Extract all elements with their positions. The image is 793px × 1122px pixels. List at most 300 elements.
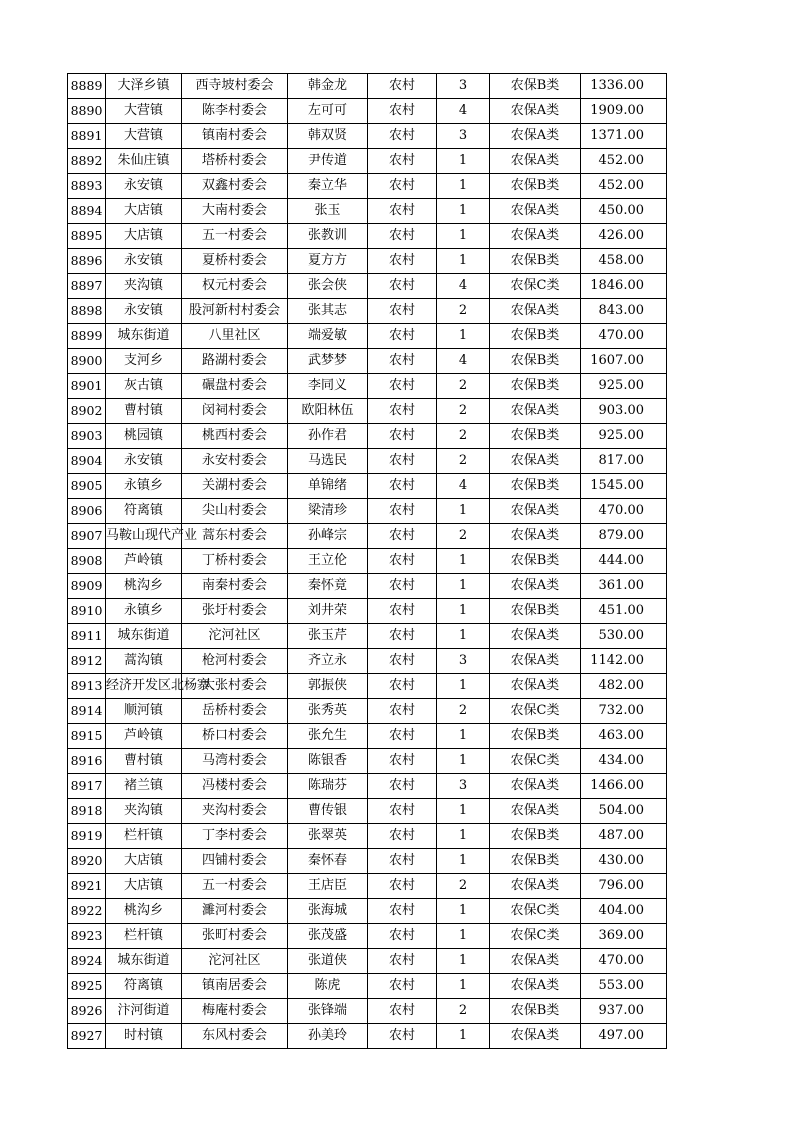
person-name: 韩金龙 bbox=[288, 74, 368, 99]
insurance-category: 农保B类 bbox=[490, 824, 581, 849]
table-row bbox=[68, 374, 667, 399]
amount-value: 452.00 bbox=[581, 149, 667, 174]
record-number: 8901 bbox=[68, 374, 106, 399]
insurance-category: 农保B类 bbox=[490, 324, 581, 349]
insurance-category: 农保B类 bbox=[490, 724, 581, 749]
table-row bbox=[68, 574, 667, 599]
table-row bbox=[68, 424, 667, 449]
town-name: 大营镇 bbox=[106, 99, 182, 124]
village-committee: 夹沟村委会 bbox=[182, 799, 288, 824]
record-number: 8919 bbox=[68, 824, 106, 849]
amount-value: 1909.00 bbox=[581, 99, 667, 124]
town-name: 桃园镇 bbox=[106, 424, 182, 449]
household-count: 2 bbox=[437, 874, 490, 899]
insurance-category: 农保B类 bbox=[490, 174, 581, 199]
person-name: 韩双贤 bbox=[288, 124, 368, 149]
household-count: 1 bbox=[437, 324, 490, 349]
record-number: 8918 bbox=[68, 799, 106, 824]
area-type: 农村 bbox=[368, 99, 437, 124]
table-row bbox=[68, 124, 667, 149]
village-committee: 张町村委会 bbox=[182, 924, 288, 949]
area-type: 农村 bbox=[368, 124, 437, 149]
insurance-category: 农保A类 bbox=[490, 199, 581, 224]
amount-value: 361.00 bbox=[581, 574, 667, 599]
household-count: 2 bbox=[437, 399, 490, 424]
table-row bbox=[68, 974, 667, 999]
person-name: 张玉 bbox=[288, 199, 368, 224]
insurance-category: 农保A类 bbox=[490, 649, 581, 674]
insurance-category: 农保A类 bbox=[490, 299, 581, 324]
insurance-category: 农保B类 bbox=[490, 599, 581, 624]
table-row bbox=[68, 749, 667, 774]
table-row bbox=[68, 624, 667, 649]
table-row bbox=[68, 899, 667, 924]
town-name: 马鞍山现代产业 bbox=[106, 524, 182, 549]
area-type: 农村 bbox=[368, 449, 437, 474]
table-row bbox=[68, 199, 667, 224]
village-committee: 权元村委会 bbox=[182, 274, 288, 299]
amount-value: 452.00 bbox=[581, 174, 667, 199]
amount-value: 487.00 bbox=[581, 824, 667, 849]
table-row bbox=[68, 999, 667, 1024]
household-count: 2 bbox=[437, 424, 490, 449]
insurance-category: 农保B类 bbox=[490, 249, 581, 274]
table-row bbox=[68, 874, 667, 899]
village-committee: 镇南居委会 bbox=[182, 974, 288, 999]
village-committee: 沱河社区 bbox=[182, 624, 288, 649]
table-row bbox=[68, 849, 667, 874]
table-row bbox=[68, 349, 667, 374]
area-type: 农村 bbox=[368, 699, 437, 724]
town-name: 芦岭镇 bbox=[106, 549, 182, 574]
amount-value: 1371.00 bbox=[581, 124, 667, 149]
record-number: 8898 bbox=[68, 299, 106, 324]
amount-value: 458.00 bbox=[581, 249, 667, 274]
table-row bbox=[68, 324, 667, 349]
table-row bbox=[68, 924, 667, 949]
town-name: 桃沟乡 bbox=[106, 574, 182, 599]
town-name: 永镇乡 bbox=[106, 474, 182, 499]
amount-value: 937.00 bbox=[581, 999, 667, 1024]
table-row bbox=[68, 549, 667, 574]
village-committee: 五一村委会 bbox=[182, 224, 288, 249]
village-committee: 大南村委会 bbox=[182, 199, 288, 224]
record-number: 8890 bbox=[68, 99, 106, 124]
town-name: 栏杆镇 bbox=[106, 824, 182, 849]
household-count: 1 bbox=[437, 899, 490, 924]
amount-value: 434.00 bbox=[581, 749, 667, 774]
amount-value: 1466.00 bbox=[581, 774, 667, 799]
area-type: 农村 bbox=[368, 674, 437, 699]
amount-value: 426.00 bbox=[581, 224, 667, 249]
insurance-category: 农保A类 bbox=[490, 399, 581, 424]
person-name: 李同义 bbox=[288, 374, 368, 399]
insurance-category: 农保A类 bbox=[490, 774, 581, 799]
household-count: 2 bbox=[437, 449, 490, 474]
table-row bbox=[68, 524, 667, 549]
household-count: 4 bbox=[437, 349, 490, 374]
insurance-category: 农保B类 bbox=[490, 549, 581, 574]
household-count: 2 bbox=[437, 999, 490, 1024]
town-name: 蒿沟镇 bbox=[106, 649, 182, 674]
person-name: 张锋端 bbox=[288, 999, 368, 1024]
amount-value: 369.00 bbox=[581, 924, 667, 949]
village-committee: 桃西村委会 bbox=[182, 424, 288, 449]
town-name: 曹村镇 bbox=[106, 399, 182, 424]
insurance-category: 农保C类 bbox=[490, 274, 581, 299]
insurance-category: 农保C类 bbox=[490, 924, 581, 949]
town-name: 城东街道 bbox=[106, 949, 182, 974]
village-committee: 南秦村委会 bbox=[182, 574, 288, 599]
village-committee: 马湾村委会 bbox=[182, 749, 288, 774]
record-number: 8894 bbox=[68, 199, 106, 224]
person-name: 张允生 bbox=[288, 724, 368, 749]
village-committee: 关湖村委会 bbox=[182, 474, 288, 499]
person-name: 王店臣 bbox=[288, 874, 368, 899]
person-name: 孙作君 bbox=[288, 424, 368, 449]
amount-value: 470.00 bbox=[581, 499, 667, 524]
area-type: 农村 bbox=[368, 499, 437, 524]
town-name: 时村镇 bbox=[106, 1024, 182, 1049]
town-name: 永安镇 bbox=[106, 249, 182, 274]
table-row bbox=[68, 299, 667, 324]
table-row bbox=[68, 799, 667, 824]
area-type: 农村 bbox=[368, 149, 437, 174]
person-name: 秦怀春 bbox=[288, 849, 368, 874]
household-count: 1 bbox=[437, 949, 490, 974]
town-name: 城东街道 bbox=[106, 624, 182, 649]
town-name: 灰古镇 bbox=[106, 374, 182, 399]
record-number: 8907 bbox=[68, 524, 106, 549]
table-row bbox=[68, 224, 667, 249]
area-type: 农村 bbox=[368, 624, 437, 649]
village-committee: 枪河村委会 bbox=[182, 649, 288, 674]
household-count: 1 bbox=[437, 849, 490, 874]
person-name: 张海城 bbox=[288, 899, 368, 924]
town-name: 栏杆镇 bbox=[106, 924, 182, 949]
person-name: 马选民 bbox=[288, 449, 368, 474]
amount-value: 504.00 bbox=[581, 799, 667, 824]
village-committee: 闵祠村委会 bbox=[182, 399, 288, 424]
village-committee: 夏桥村委会 bbox=[182, 249, 288, 274]
table-row bbox=[68, 824, 667, 849]
record-number: 8889 bbox=[68, 74, 106, 99]
table-row bbox=[68, 1024, 667, 1049]
person-name: 夏方方 bbox=[288, 249, 368, 274]
insurance-category: 农保B类 bbox=[490, 374, 581, 399]
town-name: 永安镇 bbox=[106, 449, 182, 474]
town-name: 经济开发区北杨寨 bbox=[106, 674, 182, 699]
person-name: 张会侠 bbox=[288, 274, 368, 299]
area-type: 农村 bbox=[368, 274, 437, 299]
village-committee: 桥口村委会 bbox=[182, 724, 288, 749]
amount-value: 843.00 bbox=[581, 299, 667, 324]
town-name: 桃沟乡 bbox=[106, 899, 182, 924]
record-number: 8902 bbox=[68, 399, 106, 424]
town-name: 曹村镇 bbox=[106, 749, 182, 774]
amount-value: 444.00 bbox=[581, 549, 667, 574]
insurance-category: 农保C类 bbox=[490, 699, 581, 724]
insurance-category: 农保C类 bbox=[490, 749, 581, 774]
record-number: 8925 bbox=[68, 974, 106, 999]
area-type: 农村 bbox=[368, 424, 437, 449]
record-number: 8920 bbox=[68, 849, 106, 874]
person-name: 欧阳林伍 bbox=[288, 399, 368, 424]
table-row bbox=[68, 399, 667, 424]
record-number: 8927 bbox=[68, 1024, 106, 1049]
table-row bbox=[68, 774, 667, 799]
amount-value: 497.00 bbox=[581, 1024, 667, 1049]
town-name: 大店镇 bbox=[106, 199, 182, 224]
area-type: 农村 bbox=[368, 549, 437, 574]
household-count: 1 bbox=[437, 549, 490, 574]
insurance-category: 农保A类 bbox=[490, 624, 581, 649]
household-count: 4 bbox=[437, 99, 490, 124]
area-type: 农村 bbox=[368, 974, 437, 999]
insurance-category: 农保A类 bbox=[490, 574, 581, 599]
insurance-category: 农保A类 bbox=[490, 99, 581, 124]
table-row bbox=[68, 499, 667, 524]
person-name: 张其志 bbox=[288, 299, 368, 324]
insurance-category: 农保A类 bbox=[490, 874, 581, 899]
household-count: 4 bbox=[437, 274, 490, 299]
amount-value: 430.00 bbox=[581, 849, 667, 874]
record-number: 8895 bbox=[68, 224, 106, 249]
record-number: 8923 bbox=[68, 924, 106, 949]
table-row bbox=[68, 674, 667, 699]
insurance-category: 农保B类 bbox=[490, 74, 581, 99]
area-type: 农村 bbox=[368, 649, 437, 674]
amount-value: 1545.00 bbox=[581, 474, 667, 499]
record-number: 8914 bbox=[68, 699, 106, 724]
household-count: 1 bbox=[437, 149, 490, 174]
amount-value: 450.00 bbox=[581, 199, 667, 224]
person-name: 单锦绪 bbox=[288, 474, 368, 499]
person-name: 陈瑞芬 bbox=[288, 774, 368, 799]
record-number: 8891 bbox=[68, 124, 106, 149]
area-type: 农村 bbox=[368, 949, 437, 974]
area-type: 农村 bbox=[368, 174, 437, 199]
amount-value: 879.00 bbox=[581, 524, 667, 549]
person-name: 张道侠 bbox=[288, 949, 368, 974]
table-row bbox=[68, 474, 667, 499]
person-name: 张秀英 bbox=[288, 699, 368, 724]
town-name: 大营镇 bbox=[106, 124, 182, 149]
amount-value: 1336.00 bbox=[581, 74, 667, 99]
area-type: 农村 bbox=[368, 874, 437, 899]
amount-value: 463.00 bbox=[581, 724, 667, 749]
insurance-category: 农保A类 bbox=[490, 799, 581, 824]
town-name: 永镇乡 bbox=[106, 599, 182, 624]
insurance-category: 农保A类 bbox=[490, 449, 581, 474]
record-number: 8905 bbox=[68, 474, 106, 499]
area-type: 农村 bbox=[368, 524, 437, 549]
record-number: 8900 bbox=[68, 349, 106, 374]
household-count: 1 bbox=[437, 624, 490, 649]
insurance-category: 农保B类 bbox=[490, 349, 581, 374]
household-count: 2 bbox=[437, 524, 490, 549]
table-row bbox=[68, 649, 667, 674]
town-name: 朱仙庄镇 bbox=[106, 149, 182, 174]
person-name: 武梦梦 bbox=[288, 349, 368, 374]
table-row bbox=[68, 699, 667, 724]
record-number: 8917 bbox=[68, 774, 106, 799]
roster-body bbox=[68, 74, 667, 1049]
area-type: 农村 bbox=[368, 849, 437, 874]
amount-value: 530.00 bbox=[581, 624, 667, 649]
village-committee: 永安村委会 bbox=[182, 449, 288, 474]
insurance-category: 农保A类 bbox=[490, 499, 581, 524]
amount-value: 1607.00 bbox=[581, 349, 667, 374]
person-name: 张玉芹 bbox=[288, 624, 368, 649]
amount-value: 404.00 bbox=[581, 899, 667, 924]
household-count: 2 bbox=[437, 374, 490, 399]
town-name: 汴河街道 bbox=[106, 999, 182, 1024]
village-committee: 丁李村委会 bbox=[182, 824, 288, 849]
village-committee: 路湖村委会 bbox=[182, 349, 288, 374]
insurance-category: 农保C类 bbox=[490, 899, 581, 924]
area-type: 农村 bbox=[368, 249, 437, 274]
table-row bbox=[68, 599, 667, 624]
area-type: 农村 bbox=[368, 399, 437, 424]
person-name: 曹传银 bbox=[288, 799, 368, 824]
town-name: 大店镇 bbox=[106, 849, 182, 874]
amount-value: 1846.00 bbox=[581, 274, 667, 299]
town-name: 芦岭镇 bbox=[106, 724, 182, 749]
amount-value: 470.00 bbox=[581, 949, 667, 974]
area-type: 农村 bbox=[368, 824, 437, 849]
person-name: 王立伦 bbox=[288, 549, 368, 574]
record-number: 8911 bbox=[68, 624, 106, 649]
person-name: 左可可 bbox=[288, 99, 368, 124]
record-number: 8903 bbox=[68, 424, 106, 449]
amount-value: 925.00 bbox=[581, 374, 667, 399]
village-committee: 岳桥村委会 bbox=[182, 699, 288, 724]
person-name: 尹传道 bbox=[288, 149, 368, 174]
insurance-category: 农保A类 bbox=[490, 524, 581, 549]
village-committee: 股河新村村委会 bbox=[182, 299, 288, 324]
area-type: 农村 bbox=[368, 924, 437, 949]
area-type: 农村 bbox=[368, 199, 437, 224]
table-row bbox=[68, 99, 667, 124]
insurance-category: 农保A类 bbox=[490, 949, 581, 974]
insurance-category: 农保A类 bbox=[490, 1024, 581, 1049]
record-number: 8892 bbox=[68, 149, 106, 174]
village-committee: 五一村委会 bbox=[182, 874, 288, 899]
amount-value: 482.00 bbox=[581, 674, 667, 699]
record-number: 8899 bbox=[68, 324, 106, 349]
person-name: 刘井荣 bbox=[288, 599, 368, 624]
person-name: 孙美玲 bbox=[288, 1024, 368, 1049]
household-count: 1 bbox=[437, 599, 490, 624]
person-name: 孙峰宗 bbox=[288, 524, 368, 549]
town-name: 夹沟镇 bbox=[106, 274, 182, 299]
person-name: 郭振侠 bbox=[288, 674, 368, 699]
area-type: 农村 bbox=[368, 324, 437, 349]
household-count: 4 bbox=[437, 474, 490, 499]
household-count: 2 bbox=[437, 699, 490, 724]
table-row bbox=[68, 949, 667, 974]
record-number: 8910 bbox=[68, 599, 106, 624]
area-type: 农村 bbox=[368, 74, 437, 99]
household-count: 1 bbox=[437, 174, 490, 199]
person-name: 端爱敏 bbox=[288, 324, 368, 349]
record-number: 8906 bbox=[68, 499, 106, 524]
village-committee: 陈李村委会 bbox=[182, 99, 288, 124]
area-type: 农村 bbox=[368, 724, 437, 749]
village-committee: 碾盘村委会 bbox=[182, 374, 288, 399]
household-count: 2 bbox=[437, 299, 490, 324]
record-number: 8909 bbox=[68, 574, 106, 599]
table-row bbox=[68, 174, 667, 199]
insurance-category: 农保A类 bbox=[490, 674, 581, 699]
village-committee: 梅庵村委会 bbox=[182, 999, 288, 1024]
record-number: 8896 bbox=[68, 249, 106, 274]
area-type: 农村 bbox=[368, 999, 437, 1024]
person-name: 陈虎 bbox=[288, 974, 368, 999]
amount-value: 470.00 bbox=[581, 324, 667, 349]
village-committee: 镇南村委会 bbox=[182, 124, 288, 149]
insurance-category: 农保A类 bbox=[490, 149, 581, 174]
household-count: 1 bbox=[437, 749, 490, 774]
village-committee: 西寺坡村委会 bbox=[182, 74, 288, 99]
person-name: 秦立华 bbox=[288, 174, 368, 199]
village-committee: 四铺村委会 bbox=[182, 849, 288, 874]
household-count: 1 bbox=[437, 224, 490, 249]
area-type: 农村 bbox=[368, 774, 437, 799]
village-committee: 大张村委会 bbox=[182, 674, 288, 699]
amount-value: 553.00 bbox=[581, 974, 667, 999]
record-number: 8897 bbox=[68, 274, 106, 299]
town-name: 大店镇 bbox=[106, 874, 182, 899]
household-count: 3 bbox=[437, 774, 490, 799]
area-type: 农村 bbox=[368, 474, 437, 499]
town-name: 永安镇 bbox=[106, 299, 182, 324]
town-name: 顺河镇 bbox=[106, 699, 182, 724]
insurance-category: 农保A类 bbox=[490, 974, 581, 999]
record-number: 8908 bbox=[68, 549, 106, 574]
household-count: 1 bbox=[437, 924, 490, 949]
person-name: 梁清珍 bbox=[288, 499, 368, 524]
insurance-category: 农保B类 bbox=[490, 474, 581, 499]
insurance-category: 农保B类 bbox=[490, 999, 581, 1024]
household-count: 1 bbox=[437, 574, 490, 599]
household-count: 3 bbox=[437, 649, 490, 674]
household-count: 1 bbox=[437, 724, 490, 749]
area-type: 农村 bbox=[368, 299, 437, 324]
insurance-category: 农保B类 bbox=[490, 424, 581, 449]
village-committee: 丁桥村委会 bbox=[182, 549, 288, 574]
record-number: 8915 bbox=[68, 724, 106, 749]
record-number: 8913 bbox=[68, 674, 106, 699]
amount-value: 796.00 bbox=[581, 874, 667, 899]
amount-value: 817.00 bbox=[581, 449, 667, 474]
town-name: 符离镇 bbox=[106, 974, 182, 999]
area-type: 农村 bbox=[368, 349, 437, 374]
town-name: 符离镇 bbox=[106, 499, 182, 524]
area-type: 农村 bbox=[368, 224, 437, 249]
insurance-category: 农保A类 bbox=[490, 124, 581, 149]
roster-table bbox=[67, 73, 667, 1049]
table-row bbox=[68, 149, 667, 174]
person-name: 张翠英 bbox=[288, 824, 368, 849]
village-committee: 冯楼村委会 bbox=[182, 774, 288, 799]
insurance-category: 农保A类 bbox=[490, 224, 581, 249]
household-count: 1 bbox=[437, 1024, 490, 1049]
person-name: 陈银香 bbox=[288, 749, 368, 774]
record-number: 8916 bbox=[68, 749, 106, 774]
town-name: 大泽乡镇 bbox=[106, 74, 182, 99]
